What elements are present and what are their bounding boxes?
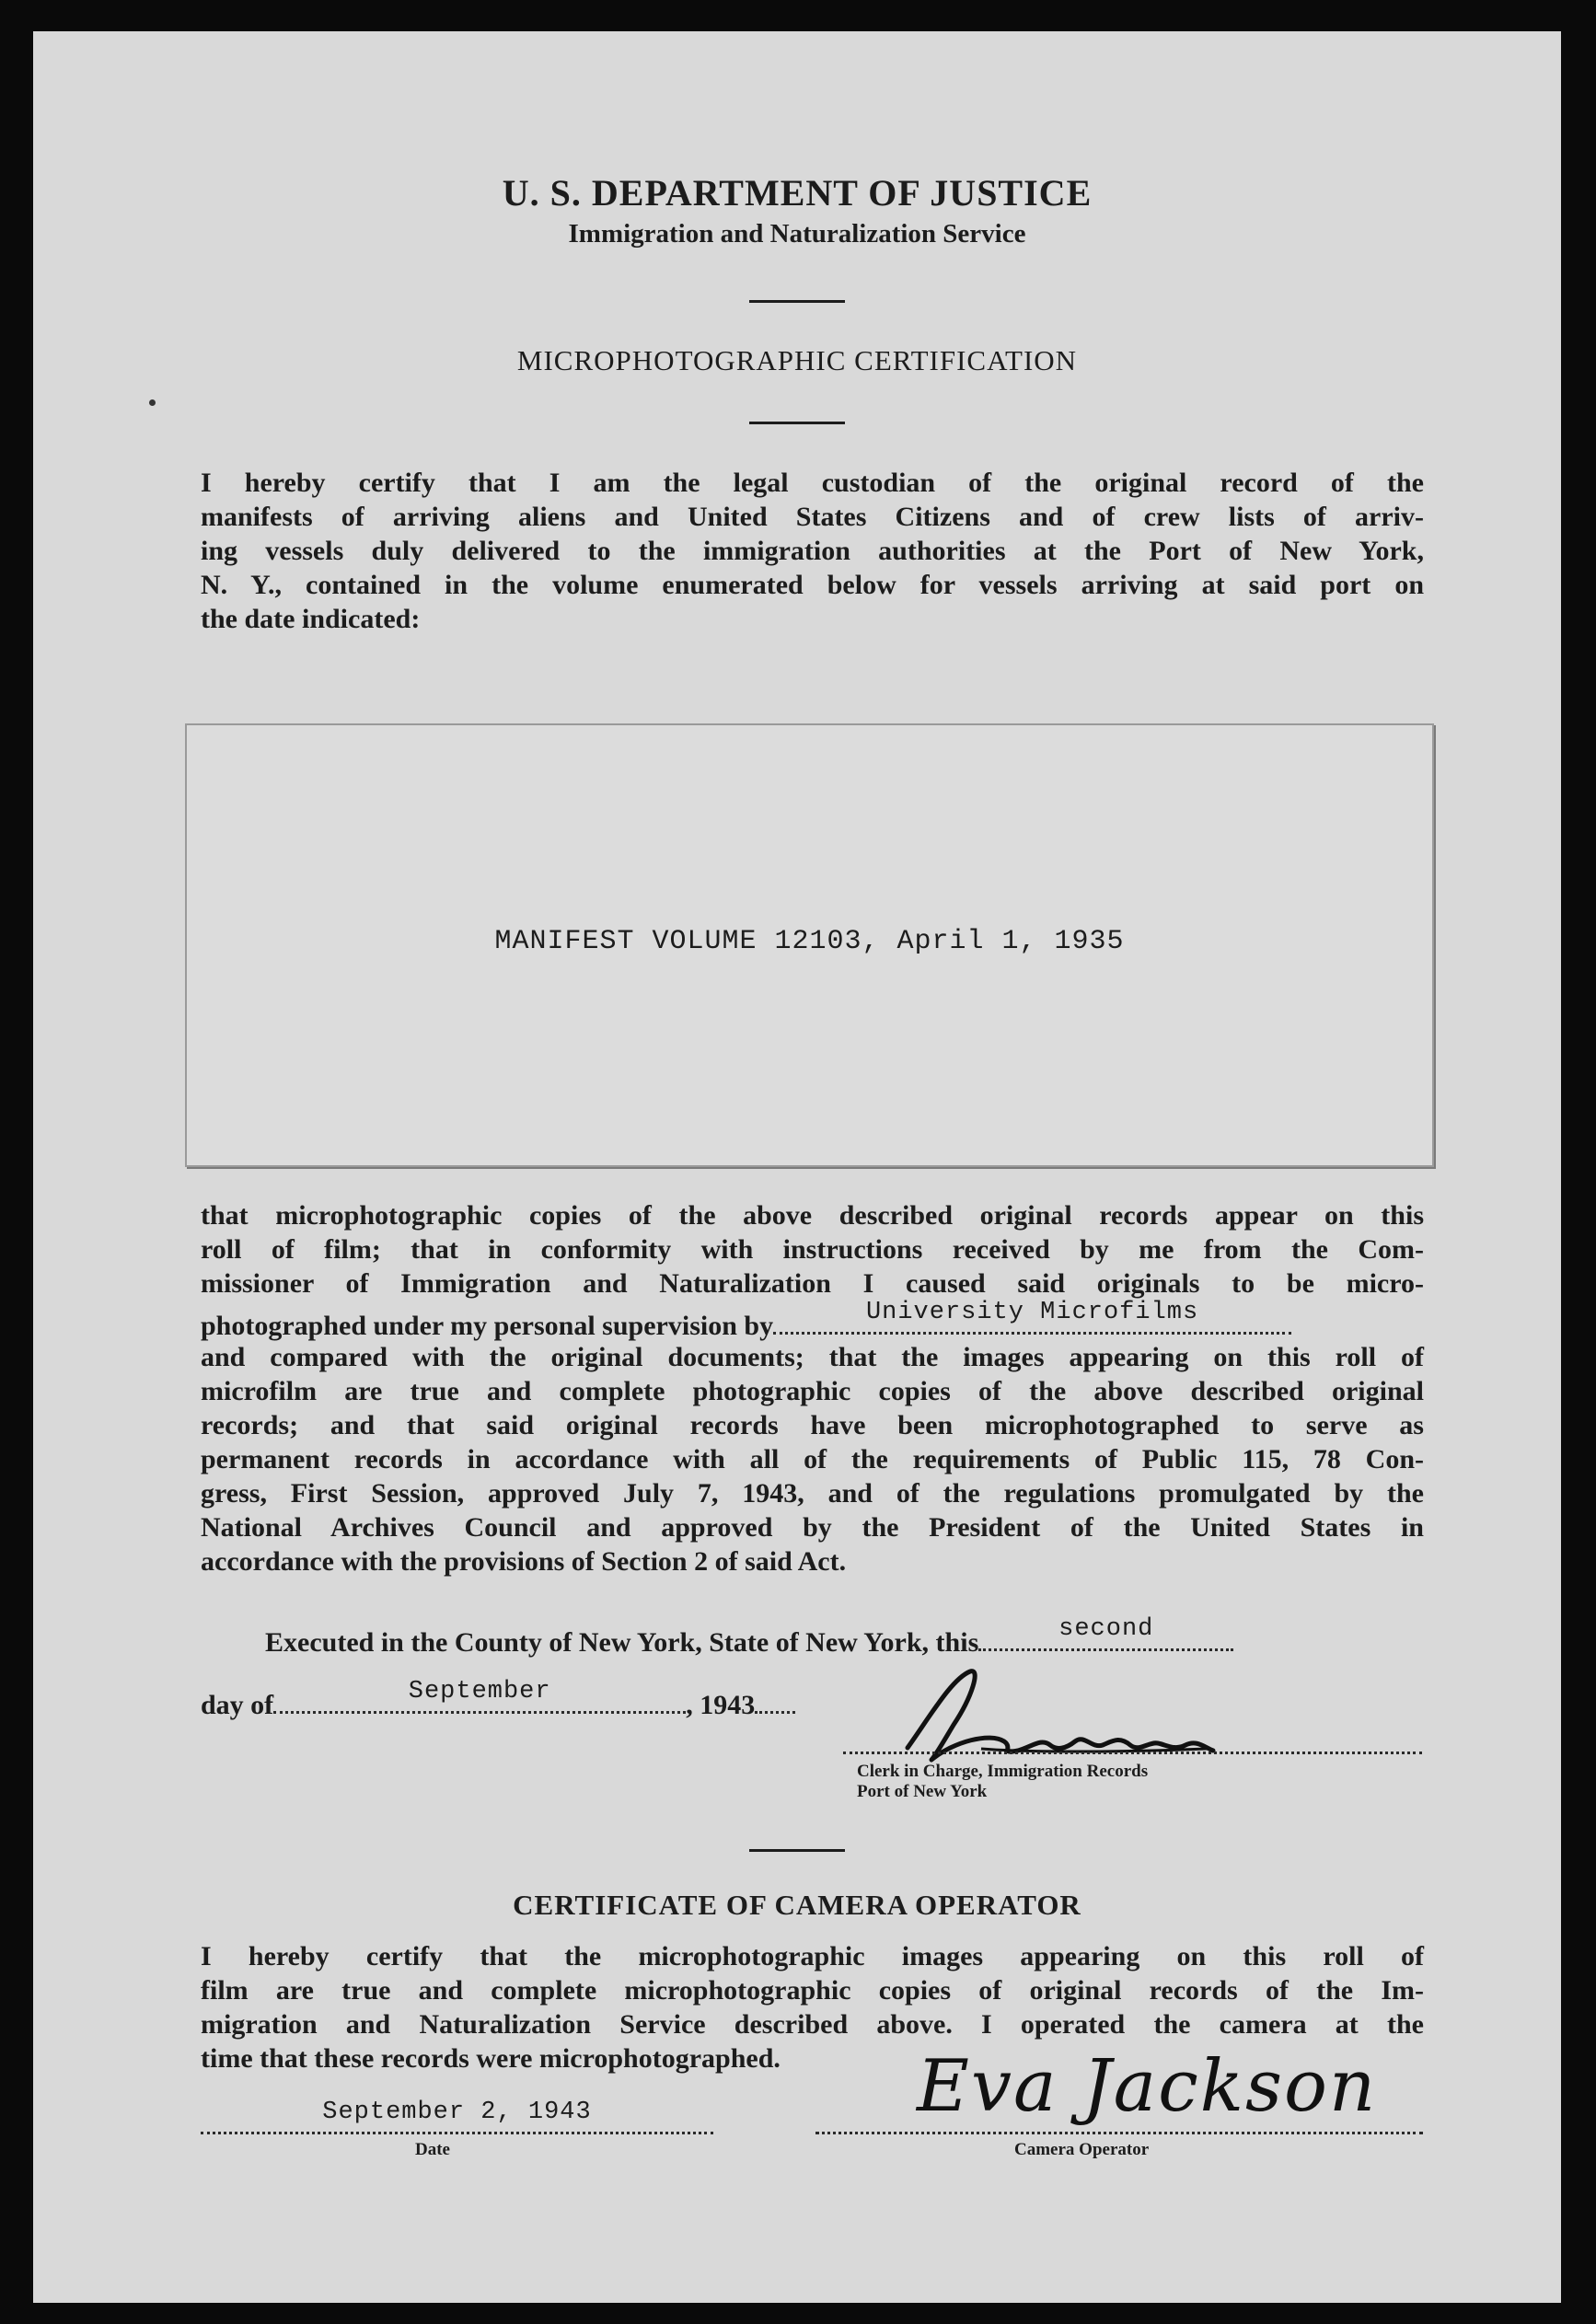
camera-line: time that these records were microphotographed. [201, 2043, 781, 2074]
body-line: microfilm are true and complete photographic copies of the above described original [201, 1376, 1424, 1406]
service-subtitle: Immigration and Naturalization Service [568, 219, 1026, 249]
clerk-port: Port of New York [857, 1782, 988, 1801]
date-value: September 2, 1943 [322, 2099, 592, 2126]
date-line [201, 2099, 713, 2143]
day-value: second [1058, 1615, 1154, 1643]
intro-line: N. Y., contained in the volume enumerated below for vessels arriving at said port on [201, 570, 1424, 600]
body-line: and compared with the original documents; that the images appearing on this roll of [201, 1342, 1424, 1372]
date-field [201, 2099, 713, 2134]
executed-line [265, 1615, 1233, 1659]
clerk-title: Clerk in Charge, Immigration Records [857, 1762, 1149, 1781]
month-field [273, 1678, 686, 1714]
film-speck [149, 399, 156, 406]
body-line: that microphotographic copies of the above described original records appear on this [201, 1200, 1424, 1231]
camera-line: film are true and complete microphotographic copies of original records of the Im- [201, 1975, 1424, 2006]
body-line: accordance with the provisions of Section 2 of said Act. [201, 1546, 847, 1577]
supervision-field [773, 1299, 1291, 1335]
body-line: missioner of Immigration and Naturalization I caused said originals to be micro- [201, 1268, 1424, 1299]
year-label: , 1943 [686, 1690, 756, 1720]
divider [749, 422, 845, 424]
executed-prefix: Executed in the County of New York, State of New York, this [265, 1627, 979, 1658]
day-of-label: day of [201, 1690, 274, 1720]
body-line: roll of film; that in conformity with instructions received by me from the Com- [201, 1234, 1424, 1265]
body-line: records; and that said original records have been microphotographed to serve as [201, 1410, 1424, 1440]
body-line: permanent records in accordance with all of the requirements of Public 115, 78 Con- [201, 1444, 1424, 1474]
supervision-line [201, 1299, 1291, 1343]
day-field [978, 1615, 1233, 1651]
body-line: National Archives Council and approved by the President of the United States in [201, 1512, 1424, 1543]
intro-line: manifests of arriving aliens and United States Citizens and of crew lists of arriv- [201, 502, 1424, 532]
intro-line: I hereby certify that I am the legal custodian of the original record of the [201, 468, 1424, 498]
supervision-prefix: photographed under my personal supervision by [201, 1311, 774, 1341]
certificate-page [33, 31, 1561, 2303]
camera-certificate-heading: CERTIFICATE OF CAMERA OPERATOR [513, 1889, 1081, 1921]
year-dots [755, 1685, 795, 1714]
operator-signature: Eva Jackson [917, 2045, 1378, 2128]
intro-line: the date indicated: [201, 604, 421, 634]
body-line: gress, First Session, approved July 7, 1943, and of the regulations promulgated by the [201, 1478, 1424, 1509]
month-value: September [408, 1678, 551, 1705]
day-of-line [201, 1678, 795, 1722]
divider [749, 1849, 845, 1852]
intro-line: ing vessels duly delivered to the immigration authorities at the Port of New York, [201, 536, 1424, 566]
divider [749, 300, 845, 303]
operator-signature-line [815, 2132, 1423, 2134]
supervision-value: University Microfilms [865, 1299, 1199, 1326]
clerk-signature-line [843, 1752, 1422, 1754]
operator-label: Camera Operator [1014, 2140, 1150, 2159]
date-label: Date [415, 2140, 450, 2159]
manifest-volume-label: MANIFEST VOLUME 12103, April 1, 1935 [494, 926, 1125, 957]
department-title: U. S. DEPARTMENT OF JUSTICE [502, 172, 1093, 214]
manifest-slip [185, 723, 1434, 1167]
camera-line: I hereby certify that the microphotographic images appearing on this roll of [201, 1941, 1424, 1971]
camera-line: migration and Naturalization Service described above. I operated the camera at the [201, 2009, 1424, 2040]
form-title: MICROPHOTOGRAPHIC CERTIFICATION [516, 344, 1078, 376]
